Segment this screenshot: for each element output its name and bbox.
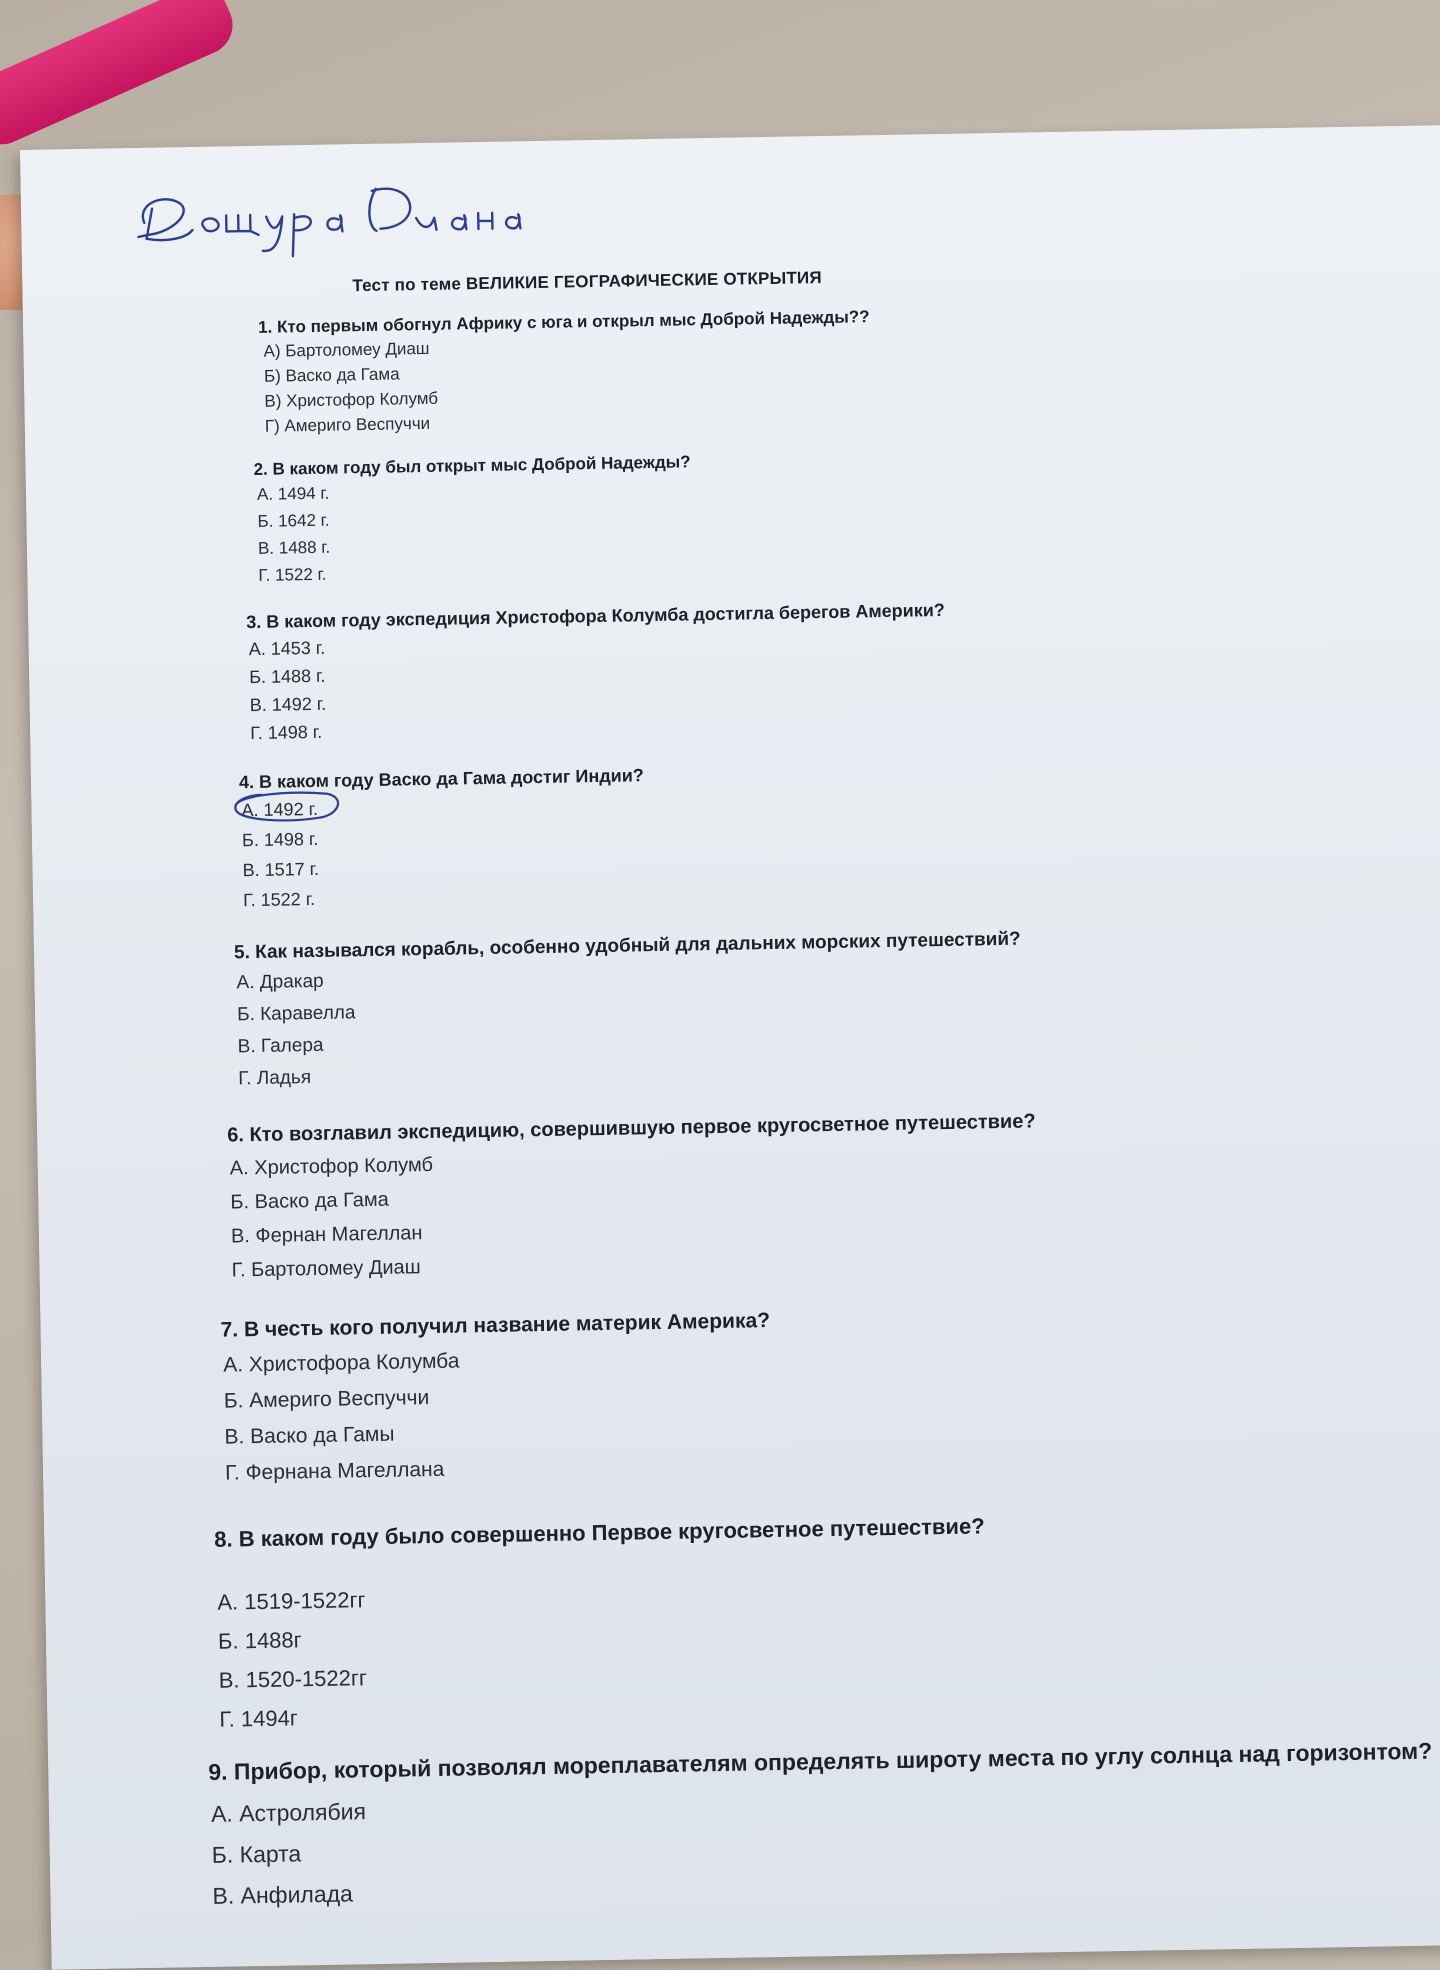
option: А. 1494 г. — [256, 483, 330, 504]
option: В. 1492 г. — [249, 693, 327, 716]
option: Б) Васко да Гама — [263, 364, 400, 386]
option: В. 1488 г. — [257, 537, 331, 558]
question-text: 7. В честь кого получил название материк Америка? — [220, 1309, 771, 1342]
test-sheet — [20, 124, 1440, 1970]
option: А. 1453 г. — [248, 637, 326, 660]
option: Г) Америго Веспуччи — [264, 413, 431, 436]
option: Б. 1488г — [217, 1627, 302, 1654]
option: Б. Каравелла — [236, 1002, 356, 1026]
option: Б. 1498 г. — [241, 828, 319, 851]
question-text: 2. В каком году был открыт мыс Доброй Надежды? — [253, 452, 691, 479]
option: Б. 1642 г. — [257, 510, 330, 531]
question-1 — [258, 307, 872, 439]
test-title: Тест по теме ВЕЛИКИЕ ГЕОГРАФИЧЕСКИЕ ОТКРЫТИЯ — [352, 268, 822, 296]
option: Б. Карта — [211, 1840, 302, 1868]
question-9 — [208, 1738, 1435, 1917]
handwritten-signature — [125, 166, 547, 263]
option: Г. 1494г — [219, 1705, 299, 1732]
option: Б. 1488 г. — [249, 665, 326, 688]
question-8 — [214, 1513, 988, 1738]
option: Г. 1522 г. — [258, 564, 327, 585]
option: Б. Васко да Гама — [230, 1188, 389, 1214]
question-text: 8. В каком году было совершенно Первое кругосветное путешествие? — [214, 1513, 985, 1552]
option: Г. Ладья — [238, 1067, 312, 1090]
option: В. Галера — [237, 1034, 324, 1058]
pink-marker — [0, 0, 242, 154]
option: В. 1520-1522гг — [218, 1665, 368, 1693]
option: А. Дракар — [236, 970, 324, 994]
circled-answer — [241, 794, 318, 825]
ink-circle — [227, 785, 348, 827]
question-5 — [234, 929, 1023, 1096]
question-text: 4. В каком году Васко да Гама достиг Индии? — [238, 765, 644, 793]
option: Г. Фернана Магеллана — [224, 1457, 445, 1485]
option: Г. Бартоломеу Диаш — [231, 1256, 421, 1282]
question-text: 6. Кто возглавил экспедицию, совершившую первое кругосветное путешествие? — [227, 1110, 1036, 1147]
option: В. Фернан Магеллан — [230, 1222, 423, 1248]
option: А. Астролябия — [210, 1798, 367, 1827]
option: А. Христофора Колумба — [223, 1349, 460, 1377]
option: Г. 1498 г. — [250, 721, 323, 744]
question-3 — [246, 600, 947, 747]
question-text: 9. Прибор, который позволял мореплавателям определять широту места по углу солнца над горизонтом? — [208, 1737, 1433, 1785]
option: А. 1519-1522гг — [217, 1587, 366, 1615]
question-6 — [227, 1110, 1038, 1287]
question-4 — [239, 765, 646, 915]
option-text: А. 1492 г. — [241, 798, 319, 821]
question-2 — [253, 452, 692, 589]
option: Б. Америго Веспуччи — [223, 1386, 430, 1413]
option: В. Васко да Гамы — [224, 1422, 395, 1449]
option: В) Христофор Колумб — [264, 388, 439, 411]
option: В. 1517 г. — [242, 858, 320, 881]
question-7 — [220, 1309, 772, 1492]
option: Г. 1522 г. — [242, 888, 316, 911]
option: А) Бартоломеу Диаш — [263, 338, 430, 361]
question-text: 5. Как назывался корабль, особенно удобный для дальних морских путешествий? — [233, 928, 1021, 964]
option: В. Анфилада — [212, 1880, 354, 1909]
question-text: 1. Кто первым обогнул Африку с юга и открыл мыс Доброй Надежды?? — [257, 307, 870, 337]
option: А. Христофор Колумб — [229, 1153, 434, 1180]
question-text: 3. В каком году экспедиция Христофора Колумба достигла берегов Америки? — [246, 599, 945, 633]
